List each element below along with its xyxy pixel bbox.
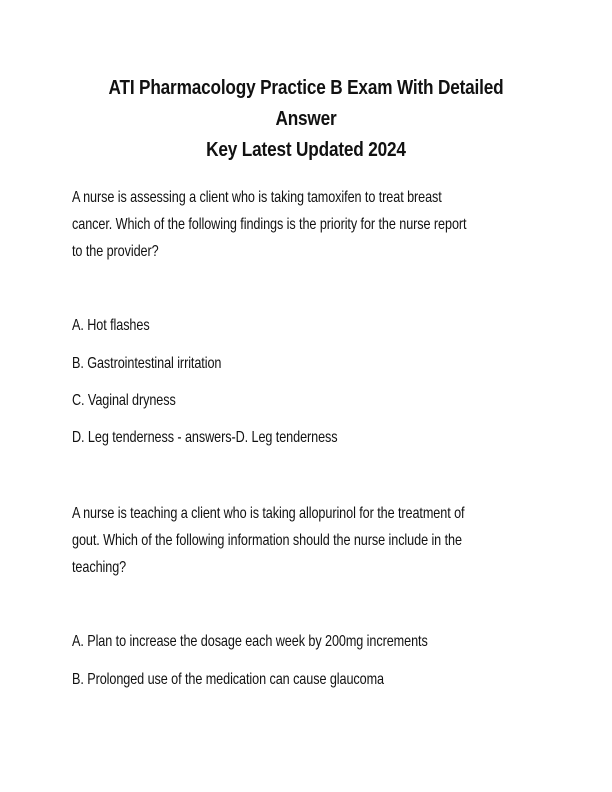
question-1-option-d-with-answer: D. Leg tenderness - answers-D. Leg tenderness	[72, 429, 338, 446]
question-1-option-a: A. Hot flashes	[72, 317, 150, 334]
question-stem-line: to the provider?	[72, 243, 159, 260]
title-line-1: ATI Pharmacology Practice B Exam With Detailed Answer	[108, 77, 504, 130]
title-line-2: Key Latest Updated 2024	[206, 139, 406, 161]
question-2-stem	[72, 500, 546, 581]
question-stem-line: gout. Which of the following information should the nurse include in the	[72, 532, 462, 549]
question-stem-line: teaching?	[72, 559, 127, 576]
question-1-stem	[72, 184, 546, 265]
question-stem-line: A nurse is assessing a client who is taking tamoxifen to treat breast	[72, 189, 442, 206]
question-1-option-b: B. Gastrointestinal irritation	[72, 355, 222, 372]
question-2-option-a: A. Plan to increase the dosage each week by 200mg increments	[72, 633, 428, 650]
question-1-option-c: C. Vaginal dryness	[72, 392, 176, 409]
question-stem-line: A nurse is teaching a client who is taking allopurinol for the treatment of	[72, 505, 465, 522]
question-2-option-b: B. Prolonged use of the medication can cause glaucoma	[72, 671, 385, 688]
question-stem-line: cancer. Which of the following findings is the priority for the nurse report	[72, 216, 467, 233]
page-title	[94, 73, 517, 166]
